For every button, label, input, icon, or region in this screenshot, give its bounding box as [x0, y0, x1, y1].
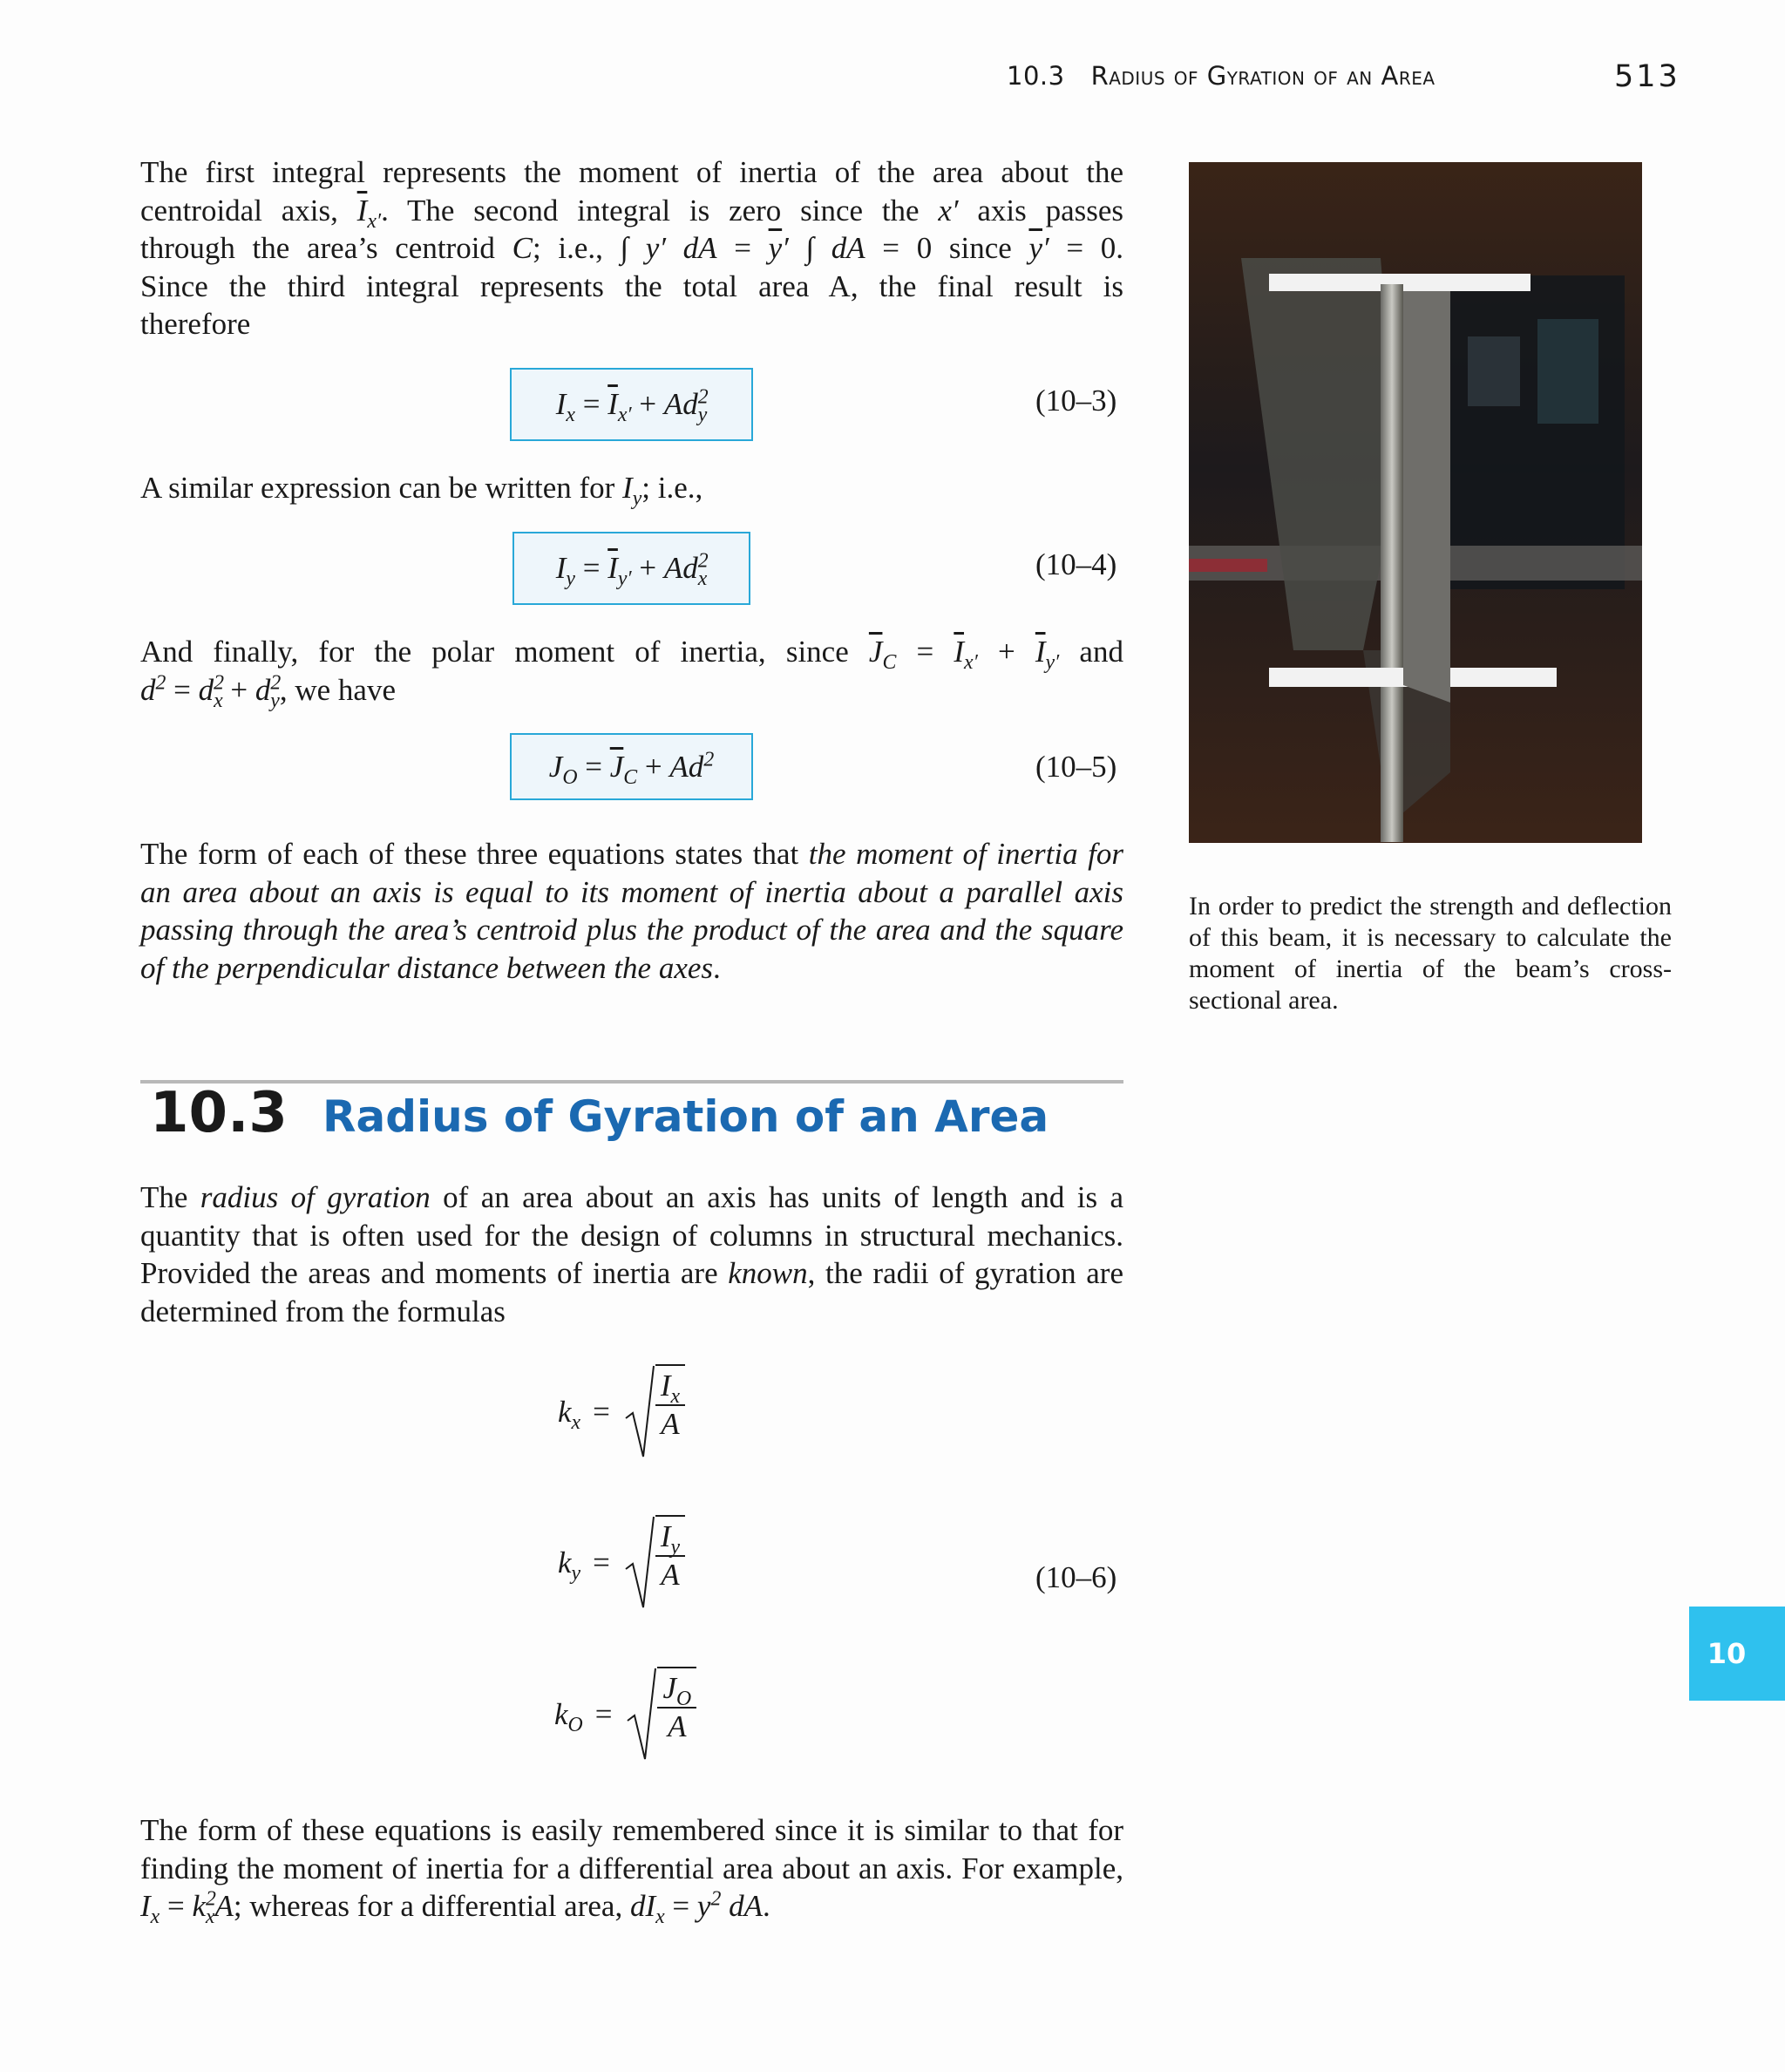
paragraph-similar-expression: A similar expression can be written for $I_y$; i.e.,	[140, 471, 703, 510]
p1-line5: therefore	[140, 307, 251, 341]
equation-10-6-number: (10–6)	[1035, 1560, 1117, 1594]
p1-line3: through the area’s centroid C; i.e., ∫ y′ dA = $\overline{y}'$ ∫ dA = 0 since $\overline{y}' = 0$.	[140, 231, 1123, 265]
paragraph-form-statement: The form of each of these three equations states that the moment of inertia for an area about an axis is equal to its moment of inertia about a parallel axis passing through the area’s centroid plus the product of the area and the square of the perpendicular distance between the axes.	[140, 837, 1123, 985]
equation-10-4-box: $I_y$ = $\overline{I}_{y'}$ + $Ad^2_x$	[512, 532, 750, 605]
equation-kx: $k_x$ = $\frac{I_x}{A}$	[558, 1364, 685, 1460]
equation-10-3-number: (10–3)	[1035, 384, 1117, 418]
p1-line4: Since the third integral represents the total area A, the final result is	[140, 268, 1123, 303]
paragraph-polar-moment: And finally, for the polar moment of inertia, since $\overline{J}_C = \overline{I}_{x'} + \overline{I}_{y'}$ and $d^2 = d^2_x + d^2_y$, we have	[140, 635, 1123, 712]
equation-10-3-box: $I_x$ = $\overline{I}_{x'}$ + $Ad^2_y$	[510, 368, 753, 441]
equation-10-4-number: (10–4)	[1035, 547, 1117, 581]
i-beam-photo-illustration	[1189, 162, 1642, 843]
running-header	[1007, 61, 1435, 91]
header-section-number: 10.3	[1007, 61, 1065, 91]
header-section-title: Radius of Gyration of an Area	[1090, 61, 1435, 91]
paragraph-parallel-axis	[140, 153, 1123, 343]
equation-ky: $k_y$ = $\frac{I_y}{A}$	[558, 1515, 685, 1611]
section-number: 10.3	[150, 1081, 288, 1145]
paragraph-easily-remembered: The form of these equations is easily remembered since it is similar to that for finding the moment of inertia for a differential area about an axis. For example, $I_x = k^2_xA$; whereas for a differential area, $dI_x = y^2$ dA.	[140, 1813, 1123, 1928]
equation-ko: $k_O$ = $\frac{J_O}{A}$	[554, 1667, 696, 1763]
p1-line2: centroidal axis, $\overline{I}_{x'}$. The second integral is zero since the x′ axis passes	[140, 193, 1124, 233]
i-beam-photo	[1189, 162, 1642, 843]
paragraph-radius-of-gyration: The radius of gyration of an area about an axis has units of length and is a quantity that is often used for the design of columns in structural mechanics. Provided the areas and moments of inertia are known, the radii of gyration are determined from the formulas	[140, 1180, 1123, 1328]
equation-10-5-number: (10–5)	[1035, 750, 1117, 784]
section-divider	[140, 1080, 1123, 1084]
figure-caption: In order to predict the strength and deflection of this beam, it is necessary to calculate the moment of inertia of the beam’s cross-sectional area.	[1189, 892, 1672, 1015]
page-number: 513	[1614, 59, 1680, 94]
p1-line1: The first integral represents the moment of inertia of the area about the	[140, 155, 1123, 189]
chapter-tab[interactable]: 10	[1689, 1607, 1785, 1701]
section-title: Radius of Gyration of an Area	[322, 1091, 1049, 1142]
equation-10-5-box: $J_O$ = $\overline{J}_C$ + Ad$^2$	[510, 733, 753, 800]
